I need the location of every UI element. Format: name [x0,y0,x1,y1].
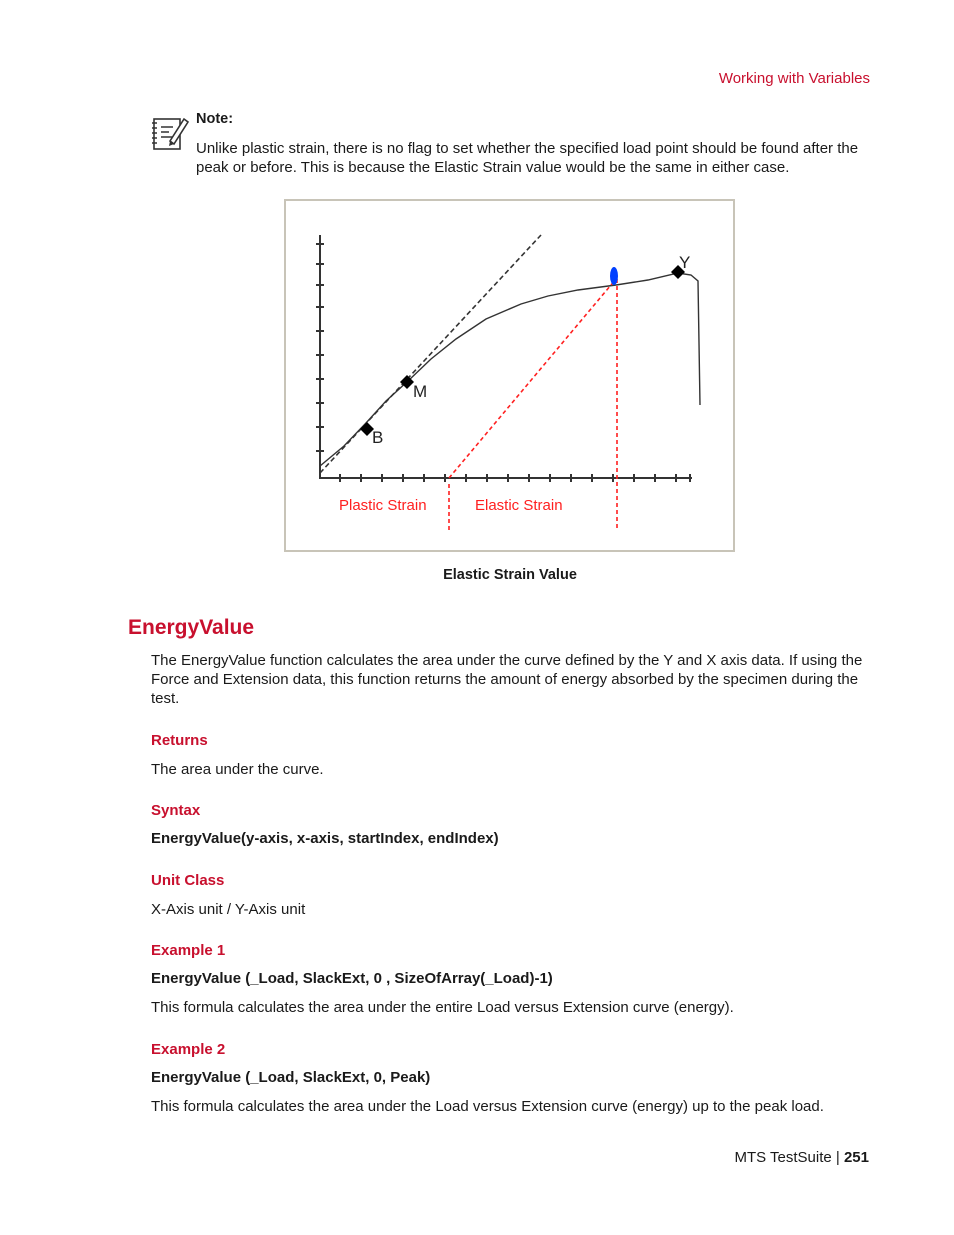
syntax-heading: Syntax [151,802,201,819]
example-1-text: This formula calculates the area under the entire Load versus Extension curve (energy). [151,999,734,1016]
label-elastic-strain: Elastic Strain [475,497,563,514]
returns-heading: Returns [151,732,208,749]
elastic-strain-figure [284,199,735,552]
example-1-heading: Example 1 [151,942,226,959]
note-pencil-icon [150,113,190,153]
label-b: B [372,428,384,447]
page-footer [734,1149,869,1166]
syntax-code: EnergyValue(y-axis, x-axis, startIndex, endIndex) [151,830,499,847]
label-m: M [413,382,428,401]
example-1-code: EnergyValue (_Load, SlackExt, 0 , SizeOfArray(_Load)-1) [151,970,553,987]
section-title: EnergyValue [128,616,255,639]
elastic-unload-line [449,279,616,478]
label-y: Y [679,253,691,272]
footer-product: MTS TestSuite [734,1149,832,1166]
page-number: 251 [843,1149,869,1166]
label-plastic-strain: Plastic Strain [339,497,427,514]
x-axis [320,474,692,482]
intro-paragraph: The EnergyValue function calculates the area under the curve defined by the Y and X axis data. If using the Force and Extension data, this function returns the amount of energy absorbed by the specimen during the test. [151,652,863,707]
load-point-marker [610,267,618,285]
footer-separator: | [835,1149,840,1166]
example-2-text: This formula calculates the area under the Load versus Extension curve (energy) up to the peak load. [151,1098,824,1115]
figure-caption: Elastic Strain Value [443,567,577,583]
y-axis [316,235,324,479]
unit-class-heading: Unit Class [151,872,225,889]
example-2-heading: Example 2 [151,1041,226,1058]
running-header: Working with Variables [718,70,870,87]
example-2-code: EnergyValue (_Load, SlackExt, 0, Peak) [151,1069,431,1086]
note-title: Note: [196,111,234,127]
unit-class-text: X-Axis unit / Y-Axis unit [151,901,306,918]
returns-text: The area under the curve. [151,761,324,778]
strain-diagram [286,201,733,550]
note-text: Unlike plastic strain, there is no flag to set whether the specified load point should be found after the peak or before. This is because the Elastic Strain value would be the same in either case. [196,140,859,176]
